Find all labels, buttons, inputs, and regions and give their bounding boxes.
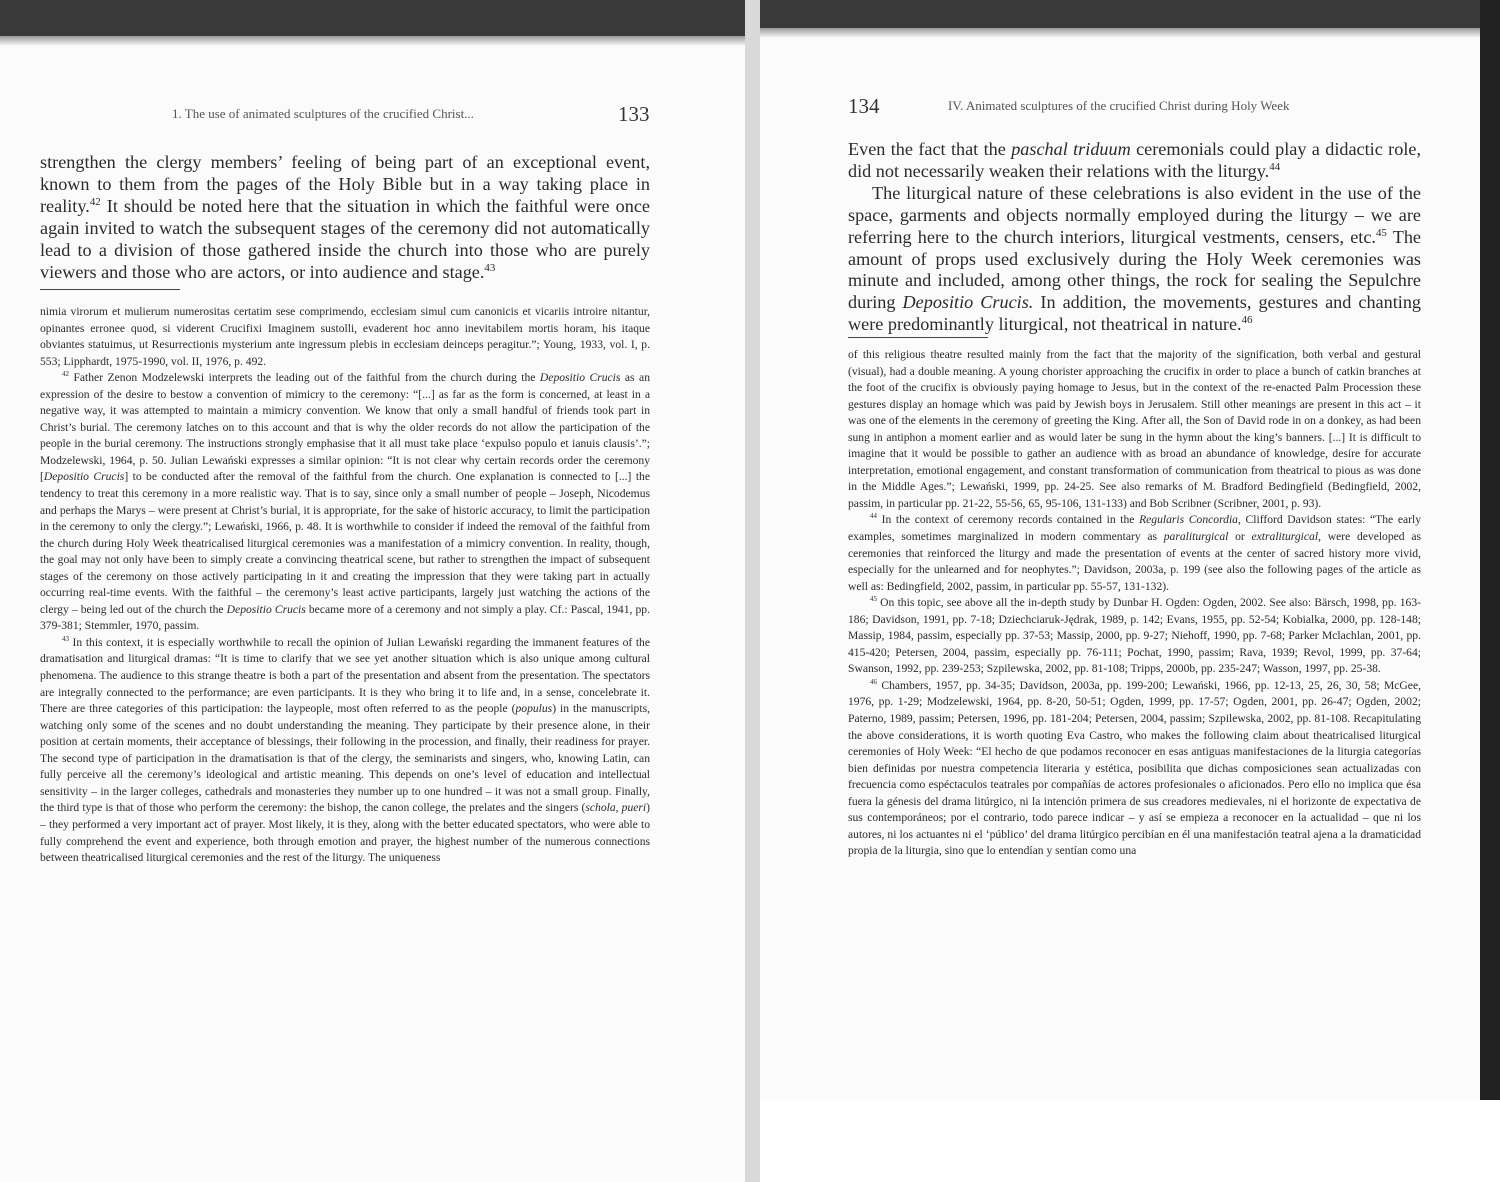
text-run: Depositio Crucis. <box>902 292 1034 313</box>
footnote-rule <box>848 337 988 338</box>
text-run: Depositio Crucis <box>43 470 125 484</box>
footnote <box>40 370 650 635</box>
text-run: Depositio Crucis <box>539 371 621 385</box>
footnote-reference: 46 <box>870 678 877 687</box>
footnote <box>848 347 1421 512</box>
book-gutter <box>745 0 760 1182</box>
text-run: or <box>1228 530 1252 544</box>
footnote <box>40 635 650 867</box>
main-text <box>848 139 1421 336</box>
footnote <box>848 678 1421 860</box>
footnotes <box>40 304 650 867</box>
text-run: extraliturgical <box>1251 530 1319 544</box>
main-text <box>40 152 650 283</box>
footnote-reference: 45 <box>870 595 877 604</box>
text-run: of this religious theatre resulted mainly from the fact that the majority of the signification, both verbal and gestural (visual), had a double meaning. A young chorister approaching the crucifix in order to place a bunch of catkin branches at the foot of the crucifix is obviously paying homage to Jesus, but in the context of the re-enacted Palm Procession these gestures display an homage which was paid by Jewish boys in Jerusalem. Still other meanings are present in this act – it was one of the elements in the ceremony of greeting the King. After all, the Son of David rode in on a donkey, as had been sung in antiphon a moment earlier and as would later be sung in the hymn about the king’s banners. [...] It is difficult to imagine that it would be possible to gather an audience with as broad an abundance of knowledge, desire for accurate interpretation, emotional engagement, and constant transformation of communication from theatrical to pious as was done in the Middle Ages.”; Lewański, 1999, pp. 24-25. See also remarks of M. Bradford Bedingfield (Bedingfield, 2002, passim, in particular pp. 21-22, 55-56, 65, 95-106, 131-133) and Bob Scribner (Scribner, 2001, p. 93). <box>848 348 1421 510</box>
text-run: Even the fact that the <box>848 139 1012 159</box>
text-run: Regularis Concordia <box>1139 513 1238 527</box>
page-shadow <box>760 28 1480 38</box>
text-run: In this context, it is especially worthwhile to recall the opinion of Julian Lewański regarding the immanent features of the dramatisation and liturgical dramas: “It is time to clarify that we see yet another situation which is also unique among cultural phenomena. The audience to this strange theatre is both a part of the presentation and absent from the presentation. The spectators are integrally connected to the performance; are even participants. It is they who bring it to life and, in a sense, concelebrate it. There are three categories of this participation: the laypeople, most often referred to as the people ( <box>40 635 650 716</box>
footnotes <box>848 347 1421 860</box>
footnote-rule <box>40 289 180 290</box>
text-run: Depositio Crucis <box>226 602 306 616</box>
page-number: 134 <box>848 94 880 118</box>
text-run: became more of a ceremony and not simply a play. Cf.: Pascal, 1941, pp. 379-381; Stemmler, 1970, passim. <box>40 602 651 633</box>
text-run: The amount of props used exclusively during the Holy Week ceremonies was minute and included, among other things, the rock for sealing the Sepulchre during <box>848 226 1422 313</box>
footnote <box>848 595 1421 678</box>
text-run: ] to be conducted after the removal of the faithful from the church. One explanation is connected to [...] the tendency to treat this ceremony in a more realistic way. That is to say, since only a small number of people – Joseph, Nicodemus and perhaps the Marys – were present at Christ’s burial, it is appropriate, for the sake of historic accuracy, to limit the participation in the ceremony to only the clergy.”; Lewański, 1966, p. 48. It is worthwhile to consider if indeed the removal of the faithful from the church during Holy Week theatricalised liturgical ceremonies was a manifestation of a mimicry convention. In reality, though, the goal may not only have been to simply create a convincing theatrical scene, but rather to strengthen the impact of subsequent stages of the ceremony on those actively participating in it and creating the impression that they were taking part in actually occurring real-time events. With the faithful – the ceremony’s least active participants, largely just watching the actions of the clergy – being led out of the church the <box>40 470 651 616</box>
text-run: , Clifford Davidson states: “The early examples, sometimes marginalized in modern commentary as <box>848 513 1422 544</box>
paragraph <box>848 139 1421 183</box>
text-run: , were developed as ceremonies that reinforced the liturgy and made the presentation of events at the center of sacred history more vivid, especially for the unlearned and for neophytes.”; Davidson, 2003a, p. 199 (see also the following pages of the article as well as: Bedingfield, 2002, passim, in particular pp. 55-57, 131-132). <box>848 530 1421 593</box>
text-run: Chambers, 1957, pp. 34-35; Davidson, 2003a, pp. 199-200; Lewański, 1966, pp. 12-13, 25, 26, 30, 58; McGee, 1976, pp. 1-29; Modzelewski, 1964, pp. 8-20, 50-51; Ogden, 1999, pp. 17-57; Ogden, 2001, pp. 26-47; Ogden, 2002; Paterno, 1989, passim; Petersen, 1996, pp. 181-204; Petersen, 2004, passim; Szpilewska, 2002, pp. 81-108. Recapitulating the above considerations, it is worth quoting Eva Castro, who makes the following claim about theatricalised liturgical ceremonies of Holy Week: “El hecho de que podamos reconocer en esas antiguas manifestaciones de la liturgia categorías bien definidas por nuestra competencia literaria y estética, posibilita que dichas composiciones sean actualizadas con frecuencia como espéctaculos teatrales por compañías de actores profesionales o aficionados. Pero ello no implica que ésa fuera la génesis del drama litúrgico, ni la intención primera de sus creadores medievales, ni el horizonte de expectativa de sus contemporáneos; por el contrario, todo parece indicar – y así se empieza a reconocer en la actualidad – que ni los autores, ni los actuantes ni el ‘público’ del drama litúrgico percibían en él una manifestación teatral ajena a la dramaticidad propia de la liturgia, sino que lo entendían y sentían como una <box>848 678 1421 858</box>
paragraph <box>848 183 1421 336</box>
text-run: In the context of ceremony records contained in the <box>876 513 1140 527</box>
page-number: 133 <box>618 102 650 126</box>
text-run: as an expression of the desire to bestow a convention of mimicry to the ceremony: “[...] as far as the form is concerned, at least in a negative way, it was attempted to maintain a mimicry convention. We know that only a small handful of friends took part in Christ’s burial. The ceremony latches on to this account and that is why the older records do not allow the participation of the people in the burial ceremony. The instructions strongly emphasise that it all must take place ‘expulso populo et ianuis clausis’.”; Modzelewski, 1964, p. 50. Julian Lewański expresses a similar opinion: “It is not clear why certain records order the ceremony [ <box>40 371 650 484</box>
footnote-reference: 45 <box>1375 226 1387 239</box>
footnote-reference: 42 <box>62 370 69 379</box>
footnote-reference: 43 <box>62 635 69 644</box>
right-page <box>760 28 1480 1100</box>
text-run: The liturgical nature of these celebrations is also evident in the use of the space, garments and objects normally employed during the liturgy – we are referring here to the church interiors, liturgical vestments, censers, etc. <box>848 182 1421 247</box>
running-head: IV. Animated sculptures of the crucified Christ during Holy Week <box>948 98 1290 113</box>
paragraph <box>40 152 650 283</box>
footnote <box>848 512 1421 595</box>
footnote <box>40 304 650 370</box>
text-run: ) in the manuscripts, watching only some of the scenes and no doubt understanding the meaning. They participate by their presence alone, in their position at certain moments, their acceptance of blessings, their following in the procession, and finally, their readiness for prayer. The second type of participation in the dramatisation is that of the clergy, the seminarists and singers, who, knowing Latin, can fully perceive all the ceremony’s ideological and artistic meaning. This depends on one’s level of education and intellectual sensitivity – in the larger colleges, cathedrals and monasteries they number up to one hundred – it was not a small group. Finally, the third type is that of those who perform the ceremony: the bishop, the canon college, the prelates and the singers ( <box>40 702 650 815</box>
text-run: In addition, the movements, gestures and chanting were predominantly liturgical, not theatrical in nature. <box>848 292 1422 335</box>
running-head: 1. The use of animated sculptures of the crucified Christ... <box>172 106 474 121</box>
footnote-reference: 43 <box>484 261 496 274</box>
scan-right-edge <box>1480 0 1500 1100</box>
page-shadow <box>0 36 745 46</box>
text-run: schola, pueri <box>585 801 647 815</box>
text-run: Father Zenon Modzelewski interprets the leading out of the faithful from the church during the <box>68 371 540 385</box>
text-run: ) – they performed a very important act of prayer. Most likely, it is they, along with the better educated spectators, who were able to fully comprehend the event and experience, both through emotion and prayer, the highest number of the numerous connections between theatricalised liturgical ceremonies and the rest of the liturgy. The uniqueness <box>40 801 651 865</box>
footnote-reference: 42 <box>89 195 101 208</box>
text-run: populus <box>515 702 553 716</box>
text-run: nimia virorum et mulierum numerositas certatim sese comprimendo, ecclesiam simul cum canonicis et vicariis introire nitantur, opinantes erronee quod, si viderent Crucifixi Imaginem sustolli, evaderent hoc anno inevitabilem mortis horam, his itaque obviantes statuimus, ut Resurrectionis mysterium ante ingressum plebis in ecclesiam deinceps peragitur.”; Young, 1933, vol. I, p. 553; Lipphardt, 1975-1990, vol. II, 1976, p. 492. <box>40 305 650 368</box>
left-page <box>0 36 745 1182</box>
text-run: It should be noted here that the situation in which the faithful were once again invited to watch the subsequent stages of the ceremony did not automatically lead to a division of those gathered inside the church into those who are purely viewers and those who are actors, or into audience and stage. <box>40 195 650 282</box>
footnote-reference: 44 <box>870 512 877 521</box>
text-run: On this topic, see above all the in-depth study by Dunbar H. Ogden: Ogden, 2002. See also: Bärsch, 1998, pp. 163-186; Davidson, 1991, pp. 7-18; Dziechciaruk-Jędrak, 1989, p. 142; Evans, 1955, pp. 52-54; Kobialka, 2000, pp. 128-148; Massip, 1984, passim, especially pp. 37-53; Massip, 2000, pp. 9-27; Niehoff, 1990, pp. 7-68; Parker Mclachlan, 2001, pp. 415-420; Petersen, 2004, passim, especially pp. 76-111; Pochat, 1990, passim; Rava, 1939; Revol, 1999, pp. 37-64; Swanson, 1992, pp. 239-253; Szpilewska, 2002, pp. 81-108; Tripps, 2000b, pp. 235-247; Wasson, 1997, pp. 25-38. <box>848 596 1421 676</box>
text-run: paraliturgical <box>1163 530 1229 544</box>
text-run: ceremonials could play a didactic role, did not necessarily weaken their relations with the liturgy. <box>848 139 1421 181</box>
footnote-reference: 44 <box>1269 160 1281 173</box>
text-run: paschal triduum <box>1011 139 1131 159</box>
text-run: strengthen the clergy members’ feeling of being part of an exceptional event, known to them from the pages of the Holy Bible but in a way taking place in reality. <box>40 152 650 216</box>
scan-right-bottom-margin <box>760 1100 1500 1182</box>
footnote-reference: 46 <box>1241 314 1253 327</box>
